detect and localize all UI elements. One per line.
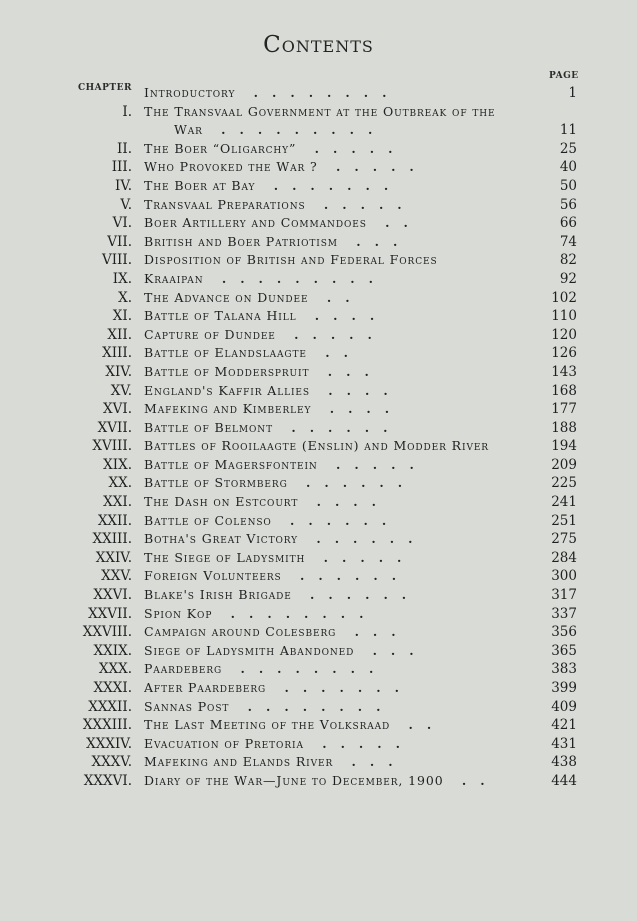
chapter-number: VII. <box>107 233 132 250</box>
chapter-number: VIII. <box>101 252 132 269</box>
dot-leader: ..... <box>305 196 416 212</box>
page-number: 241 <box>551 494 577 511</box>
chapter-number: III. <box>111 159 132 176</box>
toc-entry <box>0 567 637 586</box>
chapter-title <box>144 419 544 438</box>
chapter-title <box>144 84 544 103</box>
page-number: 438 <box>551 754 577 771</box>
page-number: 251 <box>551 512 577 529</box>
dot-leader: .. <box>390 717 446 733</box>
chapter-title-text: The Last Meeting of the Volksraad <box>144 717 391 733</box>
dot-leader: .... <box>296 308 389 324</box>
chapter-title-text: Kraaipan <box>144 270 204 286</box>
chapter-title-text: Introductory <box>144 85 236 100</box>
page-number: 356 <box>551 624 577 641</box>
chapter-title-text: The Siege of Ladysmith <box>144 549 306 565</box>
chapter-title-text: Who Provoked the War ? <box>144 159 318 175</box>
dot-leader: ... <box>337 233 412 249</box>
chapter-title <box>144 382 544 401</box>
toc-entry <box>0 177 637 196</box>
table-of-contents <box>0 84 637 791</box>
dot-leader: .... <box>298 494 390 510</box>
chapter-number: XXII. <box>97 512 132 529</box>
chapter-number: XXVIII. <box>82 624 132 641</box>
toc-entry <box>0 660 637 679</box>
dot-leader: ..... <box>317 456 428 472</box>
chapter-number: XXXV. <box>91 754 132 771</box>
chapter-title <box>144 400 544 419</box>
chapter-title <box>144 549 544 568</box>
dot-leader: ... <box>336 624 410 640</box>
dot-leader: ... <box>354 642 428 658</box>
dot-leader: ... <box>309 363 383 379</box>
page-number: 126 <box>551 345 577 362</box>
chapter-number: XXVII. <box>88 605 132 622</box>
dot-leader: ......... <box>202 122 387 138</box>
chapter-number: XVII. <box>97 419 132 436</box>
chapter-number: XI. <box>112 308 132 325</box>
toc-entry <box>0 196 637 215</box>
chapter-title <box>144 493 544 512</box>
dot-leader: ..... <box>275 326 386 342</box>
page-number: 284 <box>551 549 577 566</box>
chapter-title <box>144 103 544 140</box>
dot-leader: ........ <box>222 661 388 677</box>
chapter-number: I. <box>122 103 132 120</box>
chapter-title-text: The Dash on Estcourt <box>144 494 299 510</box>
page-number: 300 <box>551 568 577 585</box>
dot-leader: .. <box>443 772 499 788</box>
chapter-number: V. <box>120 196 132 213</box>
chapter-title <box>144 140 544 159</box>
chapter-title <box>144 605 544 624</box>
page-number: 120 <box>551 326 577 343</box>
page-number: 317 <box>551 587 577 604</box>
dot-leader: ........ <box>235 85 401 100</box>
chapter-title-text: Foreign Volunteers <box>144 568 282 584</box>
page-number: 74 <box>559 233 577 250</box>
page-number: 444 <box>551 772 577 789</box>
toc-entry <box>0 289 637 308</box>
toc-entry <box>0 753 637 772</box>
chapter-title <box>144 753 544 772</box>
page-number: 209 <box>551 456 577 473</box>
chapter-number: XXV. <box>101 568 132 585</box>
chapter-title <box>144 456 544 475</box>
dot-leader: ........ <box>229 698 395 714</box>
chapter-column-header: CHAPTER <box>78 83 132 93</box>
dot-leader: ...... <box>271 512 401 528</box>
dot-leader: ........ <box>212 605 378 621</box>
page-number: 383 <box>551 661 577 678</box>
chapter-title <box>144 307 544 326</box>
chapter-title <box>144 251 544 270</box>
dot-leader: .. <box>308 289 364 305</box>
toc-entry <box>0 400 637 419</box>
page-number: 143 <box>551 363 577 380</box>
page-number: 66 <box>559 215 577 232</box>
chapter-number: II. <box>117 140 132 157</box>
chapter-number: XXXII. <box>88 698 132 715</box>
toc-entry <box>0 419 637 438</box>
page-number: 188 <box>551 419 577 436</box>
chapter-number: VI. <box>112 215 132 232</box>
toc-entry <box>0 456 637 475</box>
dot-leader: ..... <box>296 140 407 156</box>
toc-entry <box>0 270 637 289</box>
dot-leader: ...... <box>287 475 417 491</box>
dot-leader: .. <box>306 345 362 361</box>
page-number: 365 <box>551 642 577 659</box>
chapter-title <box>144 177 544 196</box>
dot-leader: ...... <box>298 531 427 547</box>
chapter-title <box>144 716 544 735</box>
chapter-title <box>144 214 544 233</box>
page-number: 82 <box>559 252 577 269</box>
chapter-number: XXVI. <box>93 587 132 604</box>
toc-entry <box>0 605 637 624</box>
chapter-title-text: Mafeking and Kimberley <box>144 401 312 417</box>
toc-entry <box>0 251 637 270</box>
chapter-title-text: The Boer “Oligarchy” <box>144 140 297 156</box>
chapter-title-text: Battle of Modderspruit <box>144 363 310 379</box>
dot-leader: ..... <box>317 159 428 175</box>
page-number: 337 <box>551 605 577 622</box>
chapter-title-text: Battle of Stormberg <box>144 475 288 491</box>
toc-entry <box>0 772 637 791</box>
page-number: 168 <box>551 382 577 399</box>
dot-leader: ...... <box>273 419 402 435</box>
toc-entry <box>0 586 637 605</box>
toc-entry <box>0 549 637 568</box>
chapter-title-text: Capture of Dundee <box>144 326 276 342</box>
toc-entry <box>0 735 637 754</box>
chapter-title <box>144 344 544 363</box>
chapter-title <box>144 233 544 252</box>
dot-leader: ...... <box>281 568 411 584</box>
chapter-title-text: British and Boer Patriotism <box>144 233 338 249</box>
chapter-title <box>144 586 544 605</box>
chapter-title-text: Blake's Irish Brigade <box>144 587 292 603</box>
chapter-title-text: Spion Kop <box>144 605 213 621</box>
chapter-title <box>144 512 544 531</box>
toc-entry <box>0 512 637 531</box>
chapter-title-text: Battle of Magersfontein <box>144 456 318 472</box>
chapter-number: IV. <box>114 177 132 194</box>
chapter-title-text: Boer Artillery and Commandoes <box>144 215 367 231</box>
chapter-number: XIII. <box>102 345 132 362</box>
page-title: Contents <box>263 32 374 58</box>
page-number: 1 <box>568 85 577 101</box>
dot-leader: ..... <box>305 549 416 565</box>
chapter-title-line2: War <box>174 122 203 138</box>
chapter-number: X. <box>118 289 132 306</box>
chapter-number: XV. <box>110 382 132 399</box>
chapter-title <box>144 698 544 717</box>
page-number: 56 <box>559 196 577 213</box>
chapter-number: IX. <box>112 270 132 287</box>
toc-entry <box>0 382 637 401</box>
chapter-number: XX. <box>108 475 132 492</box>
toc-entry <box>0 493 637 512</box>
chapter-title-text: The Boer at Bay <box>144 177 256 193</box>
chapter-number: XVI. <box>103 401 132 418</box>
chapter-number: XXIX. <box>93 642 132 659</box>
page-number: 399 <box>551 680 577 696</box>
toc-entry <box>0 679 637 698</box>
chapter-title <box>144 474 544 493</box>
toc-entry <box>0 474 637 493</box>
page-number: 177 <box>551 401 577 418</box>
chapter-number: XXXIV. <box>86 735 132 752</box>
chapter-number: XXXIII. <box>82 717 132 734</box>
chapter-number: XXI. <box>103 494 132 511</box>
chapter-title-text: Mafeking and Elands River <box>144 754 334 770</box>
chapter-title <box>144 679 544 698</box>
chapter-title <box>144 567 544 586</box>
dot-leader: .. <box>366 215 422 231</box>
toc-entry <box>0 530 637 549</box>
chapter-number: XII. <box>107 326 132 343</box>
toc-entry <box>0 326 637 345</box>
dot-leader: ....... <box>255 177 403 193</box>
chapter-title-text: The Advance on Dundee <box>144 289 309 305</box>
chapter-title-text: Disposition of British and Federal Forces <box>144 252 438 268</box>
toc-entry <box>0 716 637 735</box>
dot-leader: ...... <box>291 587 421 603</box>
dot-leader: ..... <box>303 735 414 751</box>
chapter-title <box>144 289 544 308</box>
toc-entry <box>0 214 637 233</box>
chapter-number: XVIII. <box>92 438 132 455</box>
page-number: 92 <box>559 270 577 287</box>
page-number: 225 <box>551 475 577 492</box>
toc-entry <box>0 363 637 382</box>
chapter-number: XXX. <box>98 661 132 678</box>
toc-entry <box>0 103 637 140</box>
page-number: 40 <box>559 159 577 176</box>
chapter-title-text: Campaign around Colesberg <box>144 624 337 640</box>
toc-entry <box>0 623 637 642</box>
dot-leader: .... <box>311 401 404 417</box>
page-number: 11 <box>559 122 577 139</box>
chapter-title-text: Siege of Ladysmith Abandoned <box>144 642 355 658</box>
page-number: 409 <box>551 698 577 715</box>
page-number: 25 <box>559 140 577 157</box>
dot-leader: ... <box>333 754 407 770</box>
chapter-title <box>144 530 544 549</box>
chapter-number: XIX. <box>103 456 132 473</box>
chapter-title-continuation <box>144 121 544 140</box>
chapter-title-text: Battles of Rooilaagte (Enslin) and Modder River <box>144 438 489 454</box>
chapter-title <box>144 437 544 456</box>
chapter-number: XIV. <box>105 363 132 380</box>
chapter-title-text: Diary of the War—June to December, 1900 <box>144 772 444 788</box>
chapter-title <box>144 772 544 791</box>
chapter-title <box>144 642 544 661</box>
chapter-title <box>144 326 544 345</box>
chapter-number: XXIV. <box>95 549 132 566</box>
chapter-title-text: Battle of Belmont <box>144 419 273 435</box>
page-number: 50 <box>559 177 577 194</box>
toc-entry <box>0 698 637 717</box>
chapter-title-text: Battle of Talana Hill <box>144 308 297 324</box>
toc-entry <box>0 642 637 661</box>
chapter-title-text: Evacuation of Pretoria <box>144 735 304 751</box>
chapter-title <box>144 623 544 642</box>
chapter-number: XXXI. <box>93 680 132 696</box>
toc-entry <box>0 84 637 103</box>
chapter-title-text: England's Kaffir Allies <box>144 382 310 398</box>
chapter-title-text: Sannas Post <box>144 698 230 714</box>
chapter-title-text: After Paardeberg <box>144 680 267 695</box>
chapter-title <box>144 158 544 177</box>
chapter-title-text: Paardeberg <box>144 661 223 677</box>
toc-entry <box>0 233 637 252</box>
dot-leader: ....... <box>266 680 413 695</box>
page-number: 275 <box>551 531 577 548</box>
page-number: 194 <box>551 438 577 455</box>
chapter-title-text: Botha's Great Victory <box>144 531 298 547</box>
dot-leader: ......... <box>203 270 388 286</box>
page-number: 110 <box>551 308 577 325</box>
chapter-title-text: Transvaal Preparations <box>144 196 306 212</box>
toc-entry <box>0 158 637 177</box>
chapter-title-text: Battle of Elandslaagte <box>144 345 307 361</box>
chapter-title <box>144 196 544 215</box>
toc-entry <box>0 437 637 456</box>
page-number: 421 <box>551 717 577 734</box>
chapter-number: XXIII. <box>92 531 132 548</box>
toc-entry <box>0 344 637 363</box>
chapter-title-text: The Transvaal Government at the Outbreak of the <box>144 103 496 119</box>
chapter-title <box>144 270 544 289</box>
toc-entry <box>0 307 637 326</box>
dot-leader: .... <box>309 382 402 398</box>
chapter-title <box>144 363 544 382</box>
toc-entry <box>0 140 637 159</box>
page-column-header: PAGE <box>549 71 579 81</box>
chapter-title-text: Battle of Colenso <box>144 512 272 528</box>
page-number: 102 <box>551 289 577 306</box>
page-number: 431 <box>551 735 577 752</box>
chapter-title <box>144 660 544 679</box>
chapter-number: XXXVI. <box>83 772 132 789</box>
chapter-title <box>144 735 544 754</box>
